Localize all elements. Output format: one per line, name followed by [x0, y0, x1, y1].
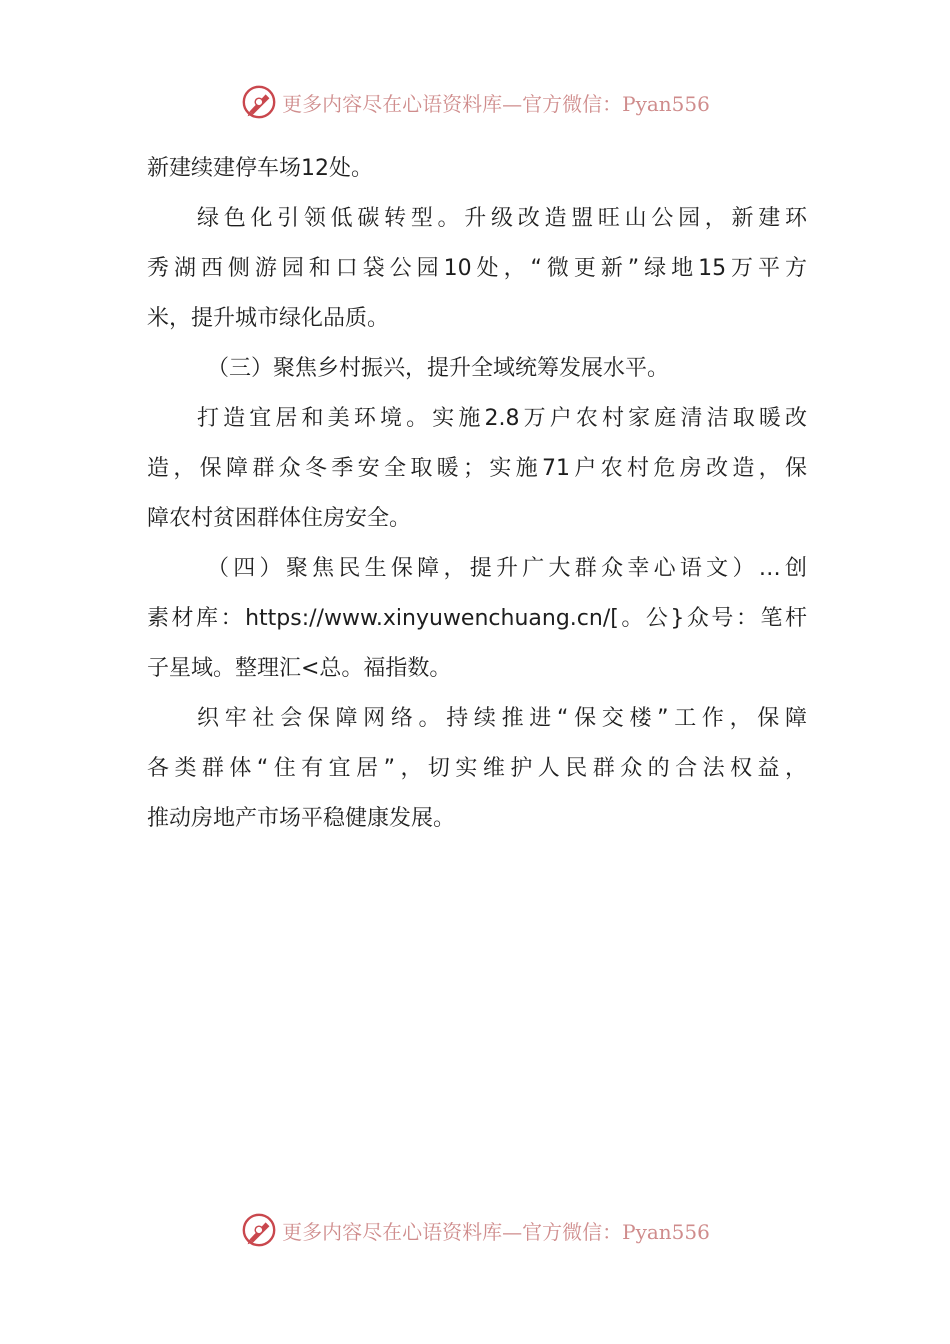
paragraph-line: 打造宜居和美环境。实施2.8万户农村家庭清洁取暖改	[197, 406, 807, 431]
footer-banner-text: 更多内容尽在心语资料库—官方微信：Pyan556	[282, 1219, 710, 1244]
paragraph-line: 织牢社会保障网络。持续推进“保交楼”工作，保障	[197, 706, 807, 731]
paragraph-line: 绿色化引领低碳转型。升级改造盟旺山公园，新建环	[197, 206, 807, 231]
paragraph-line: 新建续建停车场12处。	[147, 156, 373, 181]
footer-banner	[0, 1210, 950, 1250]
paragraph-line: 各类群体“住有宜居”，切实维护人民群众的合法权益，	[147, 756, 807, 781]
paragraph-line: 障农村贫困群体住房安全。	[147, 506, 412, 531]
header-banner	[0, 82, 950, 122]
section-heading: （四）聚焦民生保障，提升广大群众幸心语文）…创	[207, 556, 807, 581]
paragraph-line: 秀湖西侧游园和口袋公园10处，“微更新”绿地15万平方	[147, 256, 807, 281]
header-banner-text: 更多内容尽在心语资料库—官方微信：Pyan556	[282, 91, 710, 116]
paragraph-line: 造，保障群众冬季安全取暖；实施71户农村危房改造，保	[147, 456, 807, 481]
section-heading: （三）聚焦乡村振兴，提升全域统筹发展水平。	[207, 356, 670, 381]
paragraph-line: 推动房地产市场平稳健康发展。	[147, 806, 456, 831]
pen-logo-icon	[240, 83, 278, 121]
paragraph-line: 子星域。整理汇<总。福指数。	[147, 656, 452, 681]
paragraph-line: 米，提升城市绿化品质。	[147, 306, 390, 331]
paragraph-line: 素材库：https://www.xinyuwenchuang.cn/[。公}众号：笔杆	[147, 606, 807, 631]
document-body	[147, 144, 807, 844]
pen-logo-icon	[240, 1211, 278, 1249]
